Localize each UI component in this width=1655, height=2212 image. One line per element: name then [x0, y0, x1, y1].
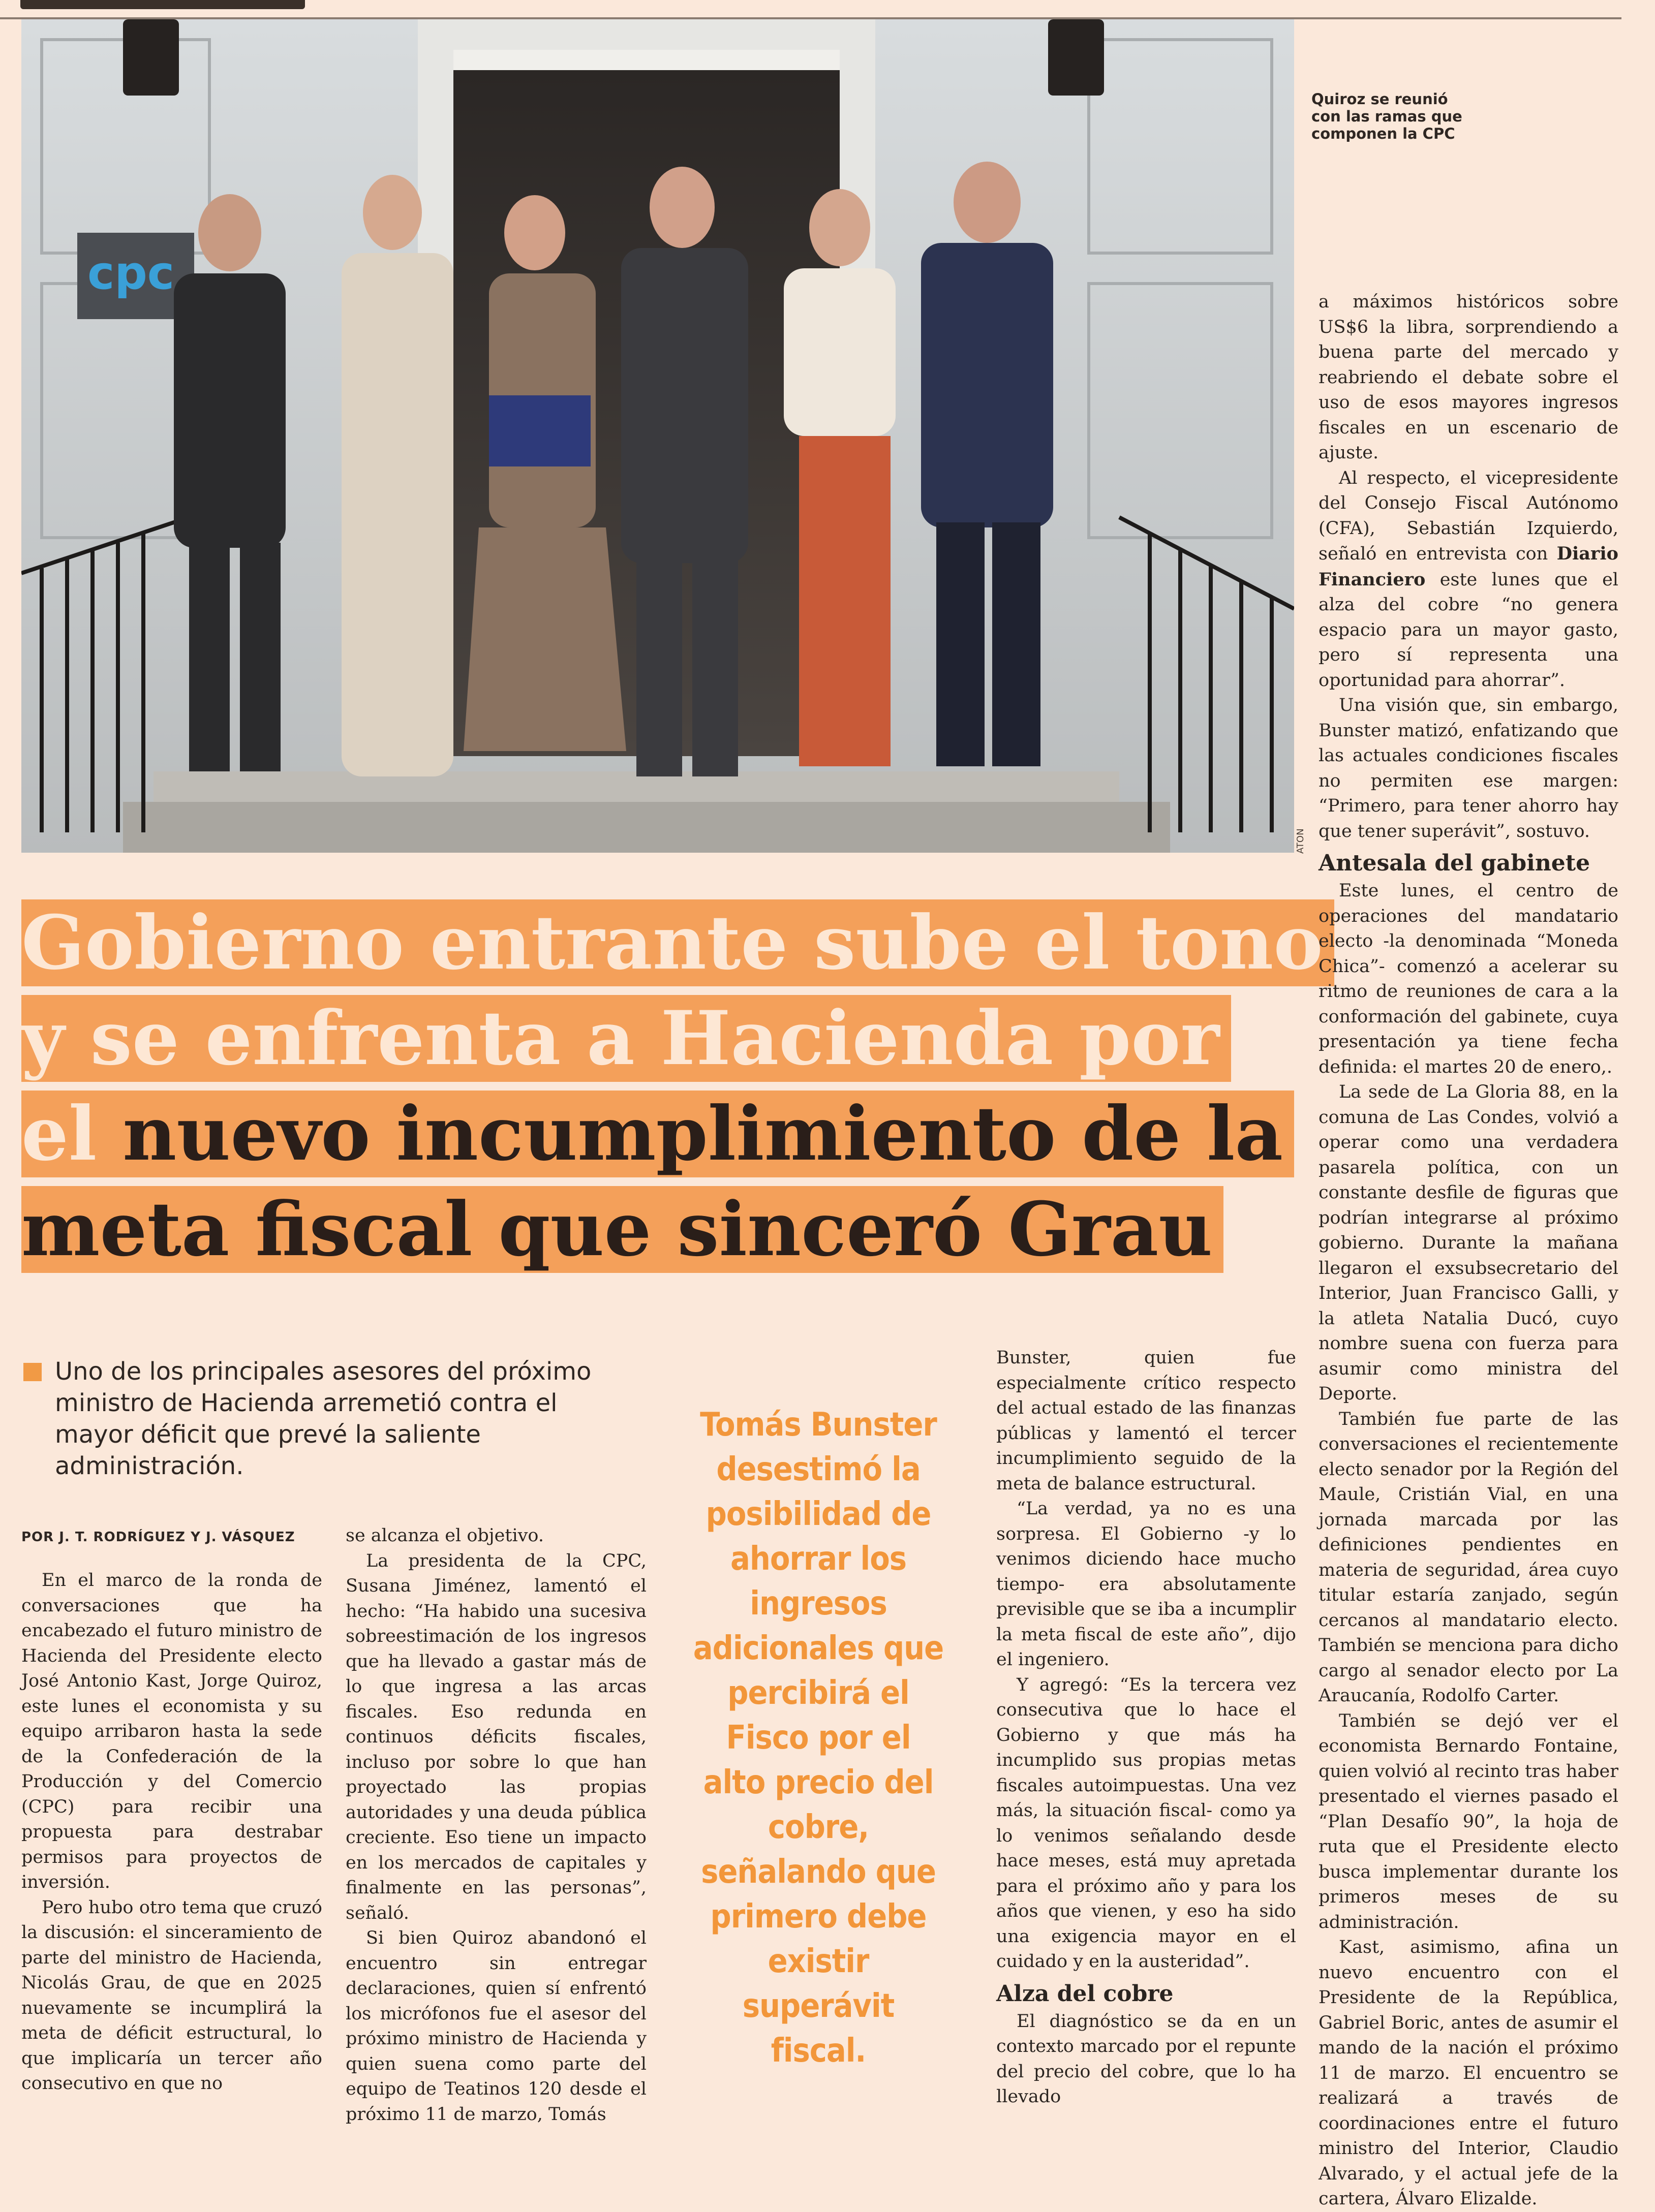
paragraph: También se dejó ver el economista Bernardo Fontaine, quien volvió al recinto tras haber presentado el viernes pasado el “Plan Desafío 90”, la hoja de ruta que el Presidente electo busca implementar durante los primeros meses de su administración.	[1319, 1710, 1618, 1933]
body-column-4	[1319, 290, 1618, 2212]
paragraph: se alcanza el objetivo.	[346, 1525, 544, 1546]
paragraph: Y agregó: “Es la tercera vez consecutiva que lo hace el Gobierno y que más ha incumplido sus propias metas fiscales autoimpuestas. Una vez más, la situación fiscal- como ya lo venimos señalando desde hace meses, está muy apretada para el próximo año y para los años que vienen, y eso ha sido una exigencia mayor en el cuidado y en la austeridad”.	[996, 1674, 1296, 1972]
photo-credit: ATON	[1295, 828, 1306, 854]
headline-line-4: meta fiscal que sinceró Grau	[21, 1182, 1302, 1278]
photo-illustration	[21, 19, 1294, 853]
headline-line-3	[21, 1086, 1302, 1182]
section-label-cut	[20, 0, 305, 9]
paragraph: Este lunes, el centro de operaciones del mandatario electo -la denominada “Moneda Chica”- comenzó a acelerar su ritmo de reuniones de cara a la conformación del gabinete, cuya presentación ya tiene fecha definida: el martes 20 de enero,.	[1319, 881, 1618, 1077]
svg-text:cpc: cpc	[87, 246, 175, 300]
subheading-antesala-del-gabinete: Antesala del gabinete	[1319, 850, 1590, 876]
paragraph: La presidenta de la CPC, Susana Jiménez, lamentó el hecho: “Ha habido una sucesiva sobreestimación de los ingresos que ha llevado a gastar más de lo que ingresa a las arcas fiscales. Eso redunda en continuos déficits fiscales, incluso por sobre lo que han proyectado las propias autoridades y una deuda pública creciente. Eso tiene un impacto en los mercados de capitales y finalmente en las personas”, señaló.	[346, 1550, 647, 1923]
publication-name: Diario Financiero	[1319, 543, 1618, 590]
paragraph: Kast, asimismo, afina un nuevo encuentro con el Presidente de la República, Gabriel Boric, antes de asumir el mando de la nación el próximo 11 de marzo. El encuentro se realizará a través de coordinaciones entre el futuro ministro del Interior, Claudio Alvarado, y el actual jefe de la cartera, Álvaro Elizalde.	[1319, 1937, 1618, 2209]
deck-bullet	[23, 1363, 42, 1381]
headline-line-2: y se enfrenta a Hacienda por	[21, 991, 1302, 1086]
paragraph: Al respecto, el vicepresidente del Consejo Fiscal Autónomo (CFA), Sebastián Izquierdo, señaló en entrevista con Diario Financiero este lunes que el alza del cobre “no genera espacio para un mayor gasto, pero sí representa una oportunidad para ahorrar”.	[1319, 468, 1618, 691]
photo-caption: Quiroz se reunió con las ramas que componen la CPC	[1311, 90, 1462, 142]
paragraph: Una visión que, sin embargo, Bunster matizó, enfatizando que las actuales condiciones fiscales no permiten ese margen: “Primero, para tener ahorro hay que tener superávit”, sostuvo.	[1319, 695, 1618, 842]
body-column-1	[21, 1568, 322, 2097]
paragraph: Pero hubo otro tema que cruzó la discusión: el sinceramiento de parte del ministro de Hacienda, Nicolás Grau, de que en 2025 nuevamente se incumplirá la meta de déficit estructural, lo que implicaría un tercer año consecutivo en que no	[21, 1897, 322, 2094]
paragraph: La sede de La Gloria 88, en la comuna de Las Condes, volvió a operar como una verdadera pasarela política, con un constante desfile de figuras que podrían integrarse al próximo gobierno. Durante la mañana llegaron el exsubsecretario del Interior, Juan Francisco Galli, y la atleta Natalia Ducó, cuyo nombre suena con fuerza para asumir como ministra del Deporte.	[1319, 1082, 1618, 1404]
article-photo	[21, 19, 1294, 853]
headline-line-3-dark: nuevo incumplimiento de la	[122, 1091, 1283, 1177]
paragraph: También fue parte de las conversaciones el recientemente electo senador por la Región del Maule, Cristián Vial, en una jornada marcada por las definiciones pendientes en materia de seguridad, área cuyo titular estaría zanjado, según cercanos al mandatario electo. También se menciona para dicho cargo al senador electo por La Araucanía, Rodolfo Carter.	[1319, 1409, 1618, 1706]
paragraph: Si bien Quiroz abandonó el encuentro sin entregar declaraciones, quien sí enfrentó los micrófonos fue el asesor del próximo ministro de Hacienda y quien suena como parte del equipo de Teatinos 120 desde el próximo 11 de marzo, Tomás	[346, 1928, 647, 2125]
pull-quote: Tomás Bunster desestimó la posibilidad de ahorrar los ingresos adicionales que percibirá el Fisco por el alto precio del cobre, señalando que primero debe existir superávit fiscal.	[693, 1406, 944, 2070]
paragraph: Bunster, quien fue especialmente crítico respecto del actual estado de las finanzas públicas y lamentó el tercer incumplimiento seguido de la meta de balance estructural.	[996, 1348, 1296, 1494]
paragraph: En el marco de la ronda de conversaciones que ha encabezado el futuro ministro de Hacienda del Presidente electo José Antonio Kast, Jorge Quiroz, este lunes el economista y su equipo arribaron hasta la sede de la Confederación de la Producción y del Comercio (CPC) para recibir una propuesta para destrabar permisos para proyectos de inversión.	[21, 1570, 322, 1892]
paragraph: El diagnóstico se da en un contexto marcado por el repunte del precio del cobre, que lo ha llevado	[996, 2011, 1296, 2107]
body-column-2	[346, 1523, 647, 2127]
body-column-3	[996, 1346, 1296, 2110]
paragraph: “La verdad, ya no es una sorpresa. El Gobierno -y lo venimos diciendo hace mucho tiempo- era absolutamente previsible que se iba a incumplir la meta fiscal de este año”, dijo el ingeniero.	[996, 1499, 1296, 1670]
byline: POR J. T. RODRÍGUEZ Y J. VÁSQUEZ	[21, 1530, 295, 1545]
headline	[21, 895, 1323, 1278]
deck: Uno de los principales asesores del próximo ministro de Hacienda arremetió contra el mayor déficit que prevé la saliente administración.	[55, 1357, 592, 1480]
subheading-alza-del-cobre: Alza del cobre	[996, 1980, 1174, 2007]
headline-line-1: Gobierno entrante sube el tono	[21, 895, 1302, 991]
paragraph: a máximos históricos sobre US$6 la libra, sorprendiendo a buena parte del mercado y reabriendo el debate sobre el uso de esos mayores ingresos fiscales en un escenario de ajuste.	[1319, 292, 1618, 463]
headline-line-3-light: el	[21, 1091, 123, 1177]
